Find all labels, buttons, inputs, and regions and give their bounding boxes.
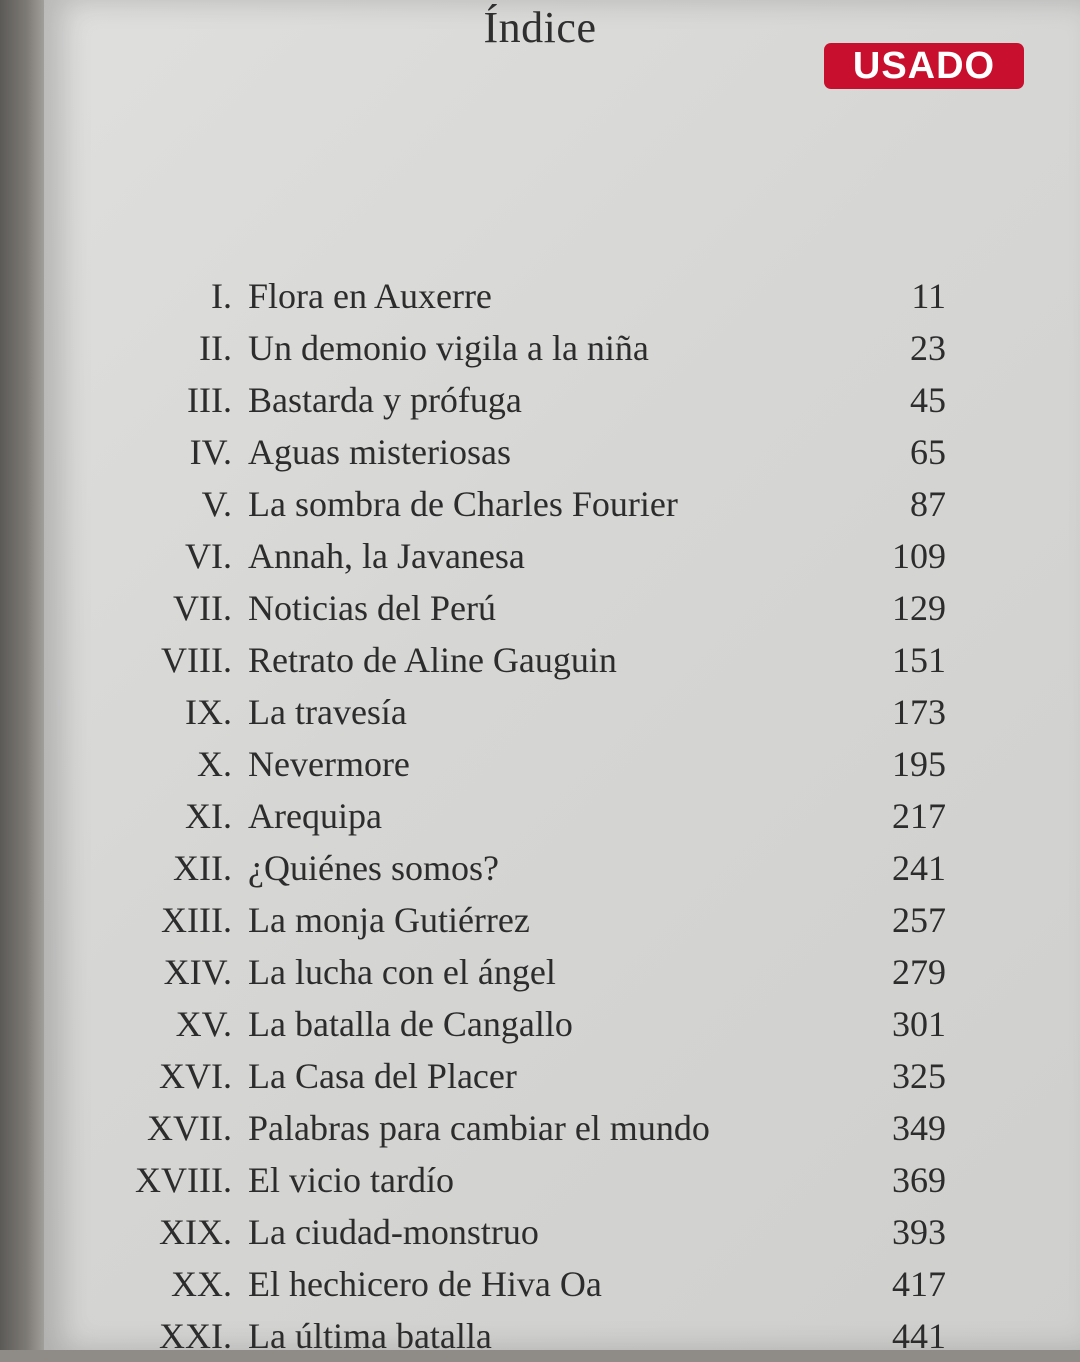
used-badge: USADO	[824, 43, 1024, 89]
chapter-title: La última batalla	[248, 1316, 492, 1356]
chapter-number: XV.	[175, 1004, 232, 1044]
page-number: 151	[892, 640, 946, 680]
chapter-number: VII.	[173, 588, 232, 628]
chapter-number: V.	[201, 484, 232, 524]
chapter-title: La batalla de Cangallo	[248, 1004, 573, 1044]
chapter-number: XXI.	[159, 1316, 232, 1356]
page-number: 257	[892, 900, 946, 940]
page-number: 87	[910, 484, 946, 524]
chapter-title: Noticias del Perú	[248, 588, 496, 628]
page-number: 369	[892, 1160, 946, 1200]
toc-row	[0, 790, 1080, 842]
page-number: 241	[892, 848, 946, 888]
toc-row	[0, 322, 1080, 374]
toc-row	[0, 374, 1080, 426]
page-number: 325	[892, 1056, 946, 1096]
chapter-title: Nevermore	[248, 744, 410, 784]
chapter-number: XVI.	[159, 1056, 232, 1096]
chapter-number: XI.	[185, 796, 232, 836]
page-number: 195	[892, 744, 946, 784]
toc-row	[0, 842, 1080, 894]
page-number: 11	[911, 276, 946, 316]
page-number: 65	[910, 432, 946, 472]
page-number: 301	[892, 1004, 946, 1044]
page-number: 349	[892, 1108, 946, 1148]
chapter-number: XVII.	[147, 1108, 232, 1148]
page-title: Índice	[483, 3, 597, 52]
chapter-number: XIX.	[159, 1212, 232, 1252]
toc-row	[0, 634, 1080, 686]
chapter-number: XX.	[171, 1264, 232, 1304]
chapter-title: Retrato de Aline Gauguin	[248, 640, 617, 680]
toc-row	[0, 530, 1080, 582]
chapter-title: La sombra de Charles Fourier	[248, 484, 678, 524]
chapter-title: Arequipa	[248, 796, 382, 836]
chapter-title: La travesía	[248, 692, 407, 732]
toc-row	[0, 1102, 1080, 1154]
chapter-title: El hechicero de Hiva Oa	[248, 1264, 602, 1304]
page-number: 23	[910, 328, 946, 368]
chapter-title: Un demonio vigila a la niña	[248, 328, 649, 368]
page-number: 45	[910, 380, 946, 420]
chapter-title: Flora en Auxerre	[248, 276, 492, 316]
chapter-number: III.	[187, 380, 232, 420]
page-number: 129	[892, 588, 946, 628]
toc-row	[0, 1310, 1080, 1362]
chapter-title: El vicio tardío	[248, 1160, 454, 1200]
chapter-title: La ciudad-monstruo	[248, 1212, 539, 1252]
toc-row	[0, 1258, 1080, 1310]
toc-row	[0, 426, 1080, 478]
chapter-number: X.	[197, 744, 232, 784]
chapter-number: XVIII.	[135, 1160, 232, 1200]
chapter-number: VIII.	[161, 640, 232, 680]
chapter-number: XIII.	[161, 900, 232, 940]
chapter-title: La lucha con el ángel	[248, 952, 556, 992]
chapter-number: IX.	[185, 692, 232, 732]
toc-row	[0, 686, 1080, 738]
toc-row	[0, 1206, 1080, 1258]
page-number: 417	[892, 1264, 946, 1304]
chapter-number: I.	[211, 276, 232, 316]
chapter-title: La monja Gutiérrez	[248, 900, 530, 940]
page-number: 393	[892, 1212, 946, 1252]
page-number: 441	[892, 1316, 946, 1356]
toc-row	[0, 1154, 1080, 1206]
toc-row	[0, 894, 1080, 946]
page-number: 279	[892, 952, 946, 992]
chapter-number: IV.	[189, 432, 232, 472]
toc-row	[0, 270, 1080, 322]
page-number: 173	[892, 692, 946, 732]
table-of-contents	[0, 270, 1080, 1356]
chapter-title: Aguas misteriosas	[248, 432, 511, 472]
page-number: 109	[892, 536, 946, 576]
chapter-number: VI.	[185, 536, 232, 576]
toc-row	[0, 738, 1080, 790]
chapter-title: Annah, la Javanesa	[248, 536, 525, 576]
page-number: 217	[892, 796, 946, 836]
toc-row	[0, 1050, 1080, 1102]
chapter-title: Palabras para cambiar el mundo	[248, 1108, 710, 1148]
chapter-number: XII.	[173, 848, 232, 888]
chapter-title: La Casa del Placer	[248, 1056, 517, 1096]
chapter-number: II.	[199, 328, 232, 368]
chapter-title: Bastarda y prófuga	[248, 380, 522, 420]
chapter-title: ¿Quiénes somos?	[248, 848, 499, 888]
toc-row	[0, 582, 1080, 634]
toc-row	[0, 946, 1080, 998]
toc-row	[0, 998, 1080, 1050]
chapter-number: XIV.	[163, 952, 232, 992]
toc-row	[0, 478, 1080, 530]
